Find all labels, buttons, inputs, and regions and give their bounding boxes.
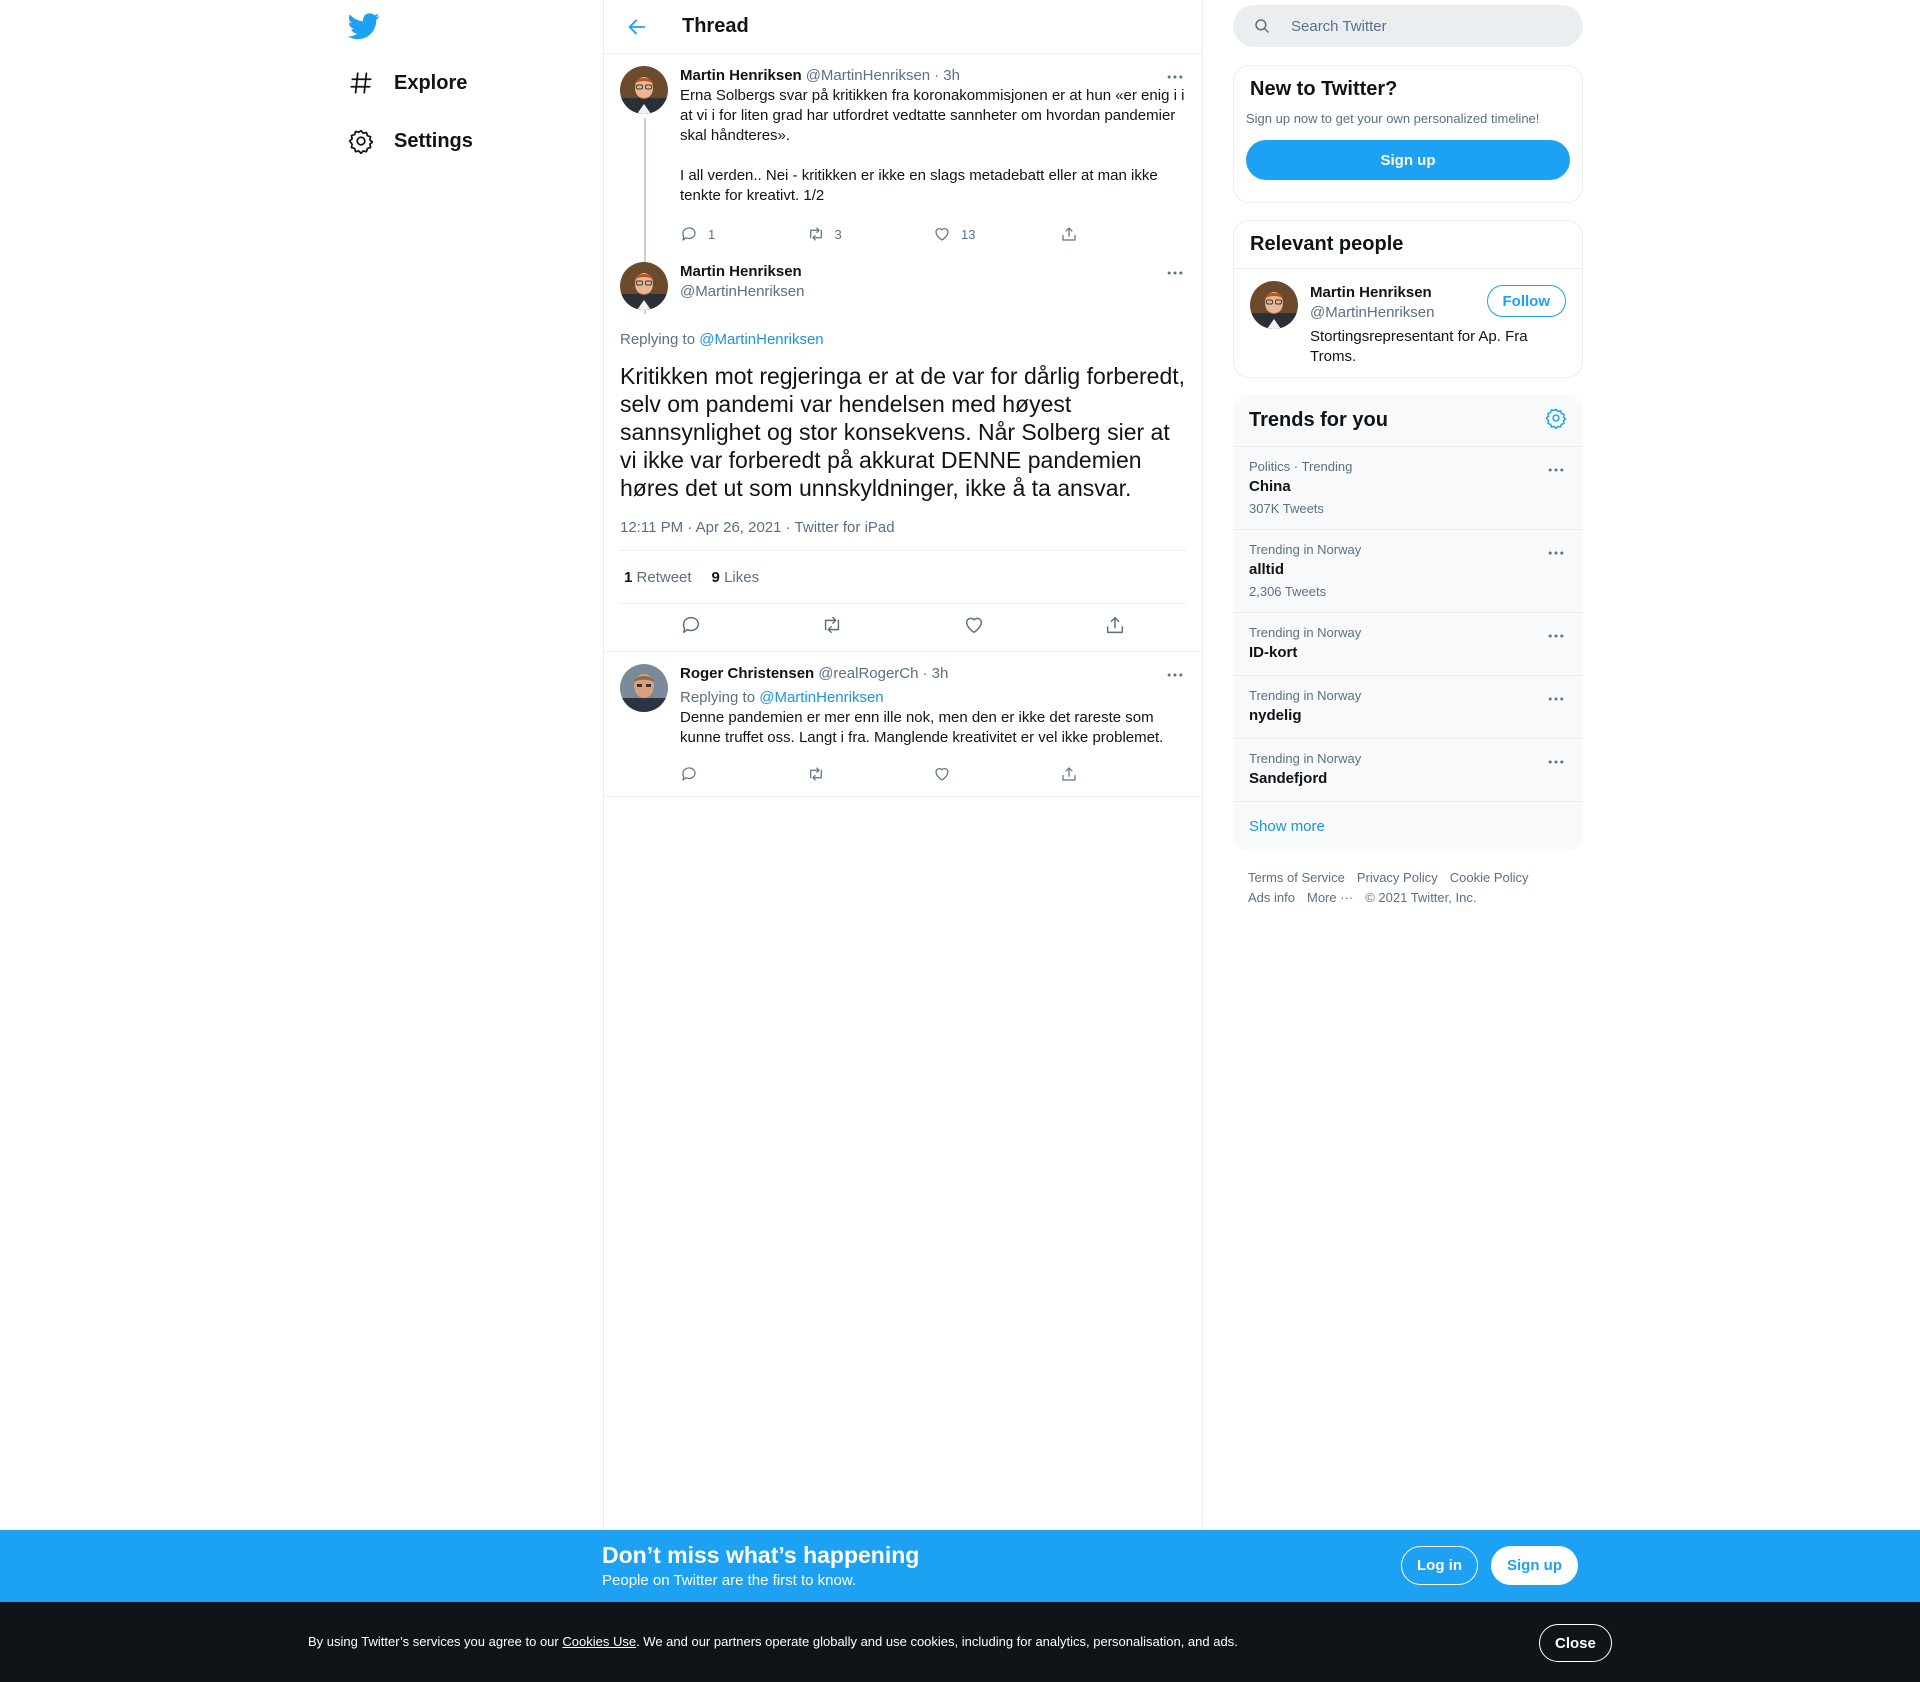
trend-name: Sandefjord [1249, 770, 1328, 787]
twitter-bird-icon[interactable] [348, 10, 380, 42]
search-box[interactable] [1233, 5, 1583, 47]
tweet-text: Denne pandemien er mer enn ille nok, men den er ikke det rareste som kunne truffet oss. Langt i fra. Manglende kreativitet er vel ikke problemet. [680, 709, 1164, 746]
relevant-people-title: Relevant people [1250, 233, 1404, 255]
like-button[interactable] [933, 225, 1060, 243]
tweet-time[interactable]: · 3h [934, 67, 960, 84]
reply-tweet[interactable] [604, 652, 1202, 797]
replying-prefix: Replying to [680, 689, 756, 706]
person-name[interactable]: Martin Henriksen [1310, 284, 1432, 301]
gear-icon [348, 128, 374, 154]
hashtag-icon [348, 70, 374, 96]
like-stat-label: Likes [724, 568, 760, 586]
trend-context: Trending in Norway [1249, 688, 1362, 703]
retweet-stat[interactable] [624, 569, 692, 586]
new-to-twitter-subtitle: Sign up now to get your own personalized timeline! [1246, 111, 1540, 126]
main-column [603, 0, 1203, 1530]
author-handle[interactable]: @MartinHenriksen [680, 283, 805, 300]
trend-context: Trending in Norway [1249, 751, 1362, 766]
heart-icon [933, 765, 951, 783]
thread-header [604, 0, 1202, 54]
banner-subtitle: People on Twitter are the first to know. [602, 1572, 857, 1589]
author-handle[interactable]: @realRogerCh [818, 665, 919, 682]
tweet-stats [620, 551, 1186, 604]
focus-tweet [604, 252, 1202, 652]
avatar[interactable] [1250, 281, 1298, 329]
login-button[interactable]: Log in [1401, 1546, 1478, 1585]
trends-card [1233, 395, 1583, 851]
tweet-text: Erna Solbergs svar på kritikken fra koronakommisjonen er at hun «er enig i i at vi i for liten grad har utfordret vedtatte sannheter om hvordan pandemier skal håndteres». I all verden.. Nei - kritikken er ikke en slags metadebatt eller at man ikke tenkte for kreativt. 1/2 [680, 87, 1185, 204]
reply-count: 1 [708, 226, 716, 242]
thread-tweet[interactable] [604, 54, 1202, 252]
author-name[interactable]: Martin Henriksen [680, 67, 802, 84]
reply-button[interactable] [680, 225, 807, 243]
focus-tweet-actions [604, 604, 1202, 652]
trend-item[interactable] [1233, 446, 1583, 529]
nav-settings[interactable] [348, 123, 473, 159]
share-button[interactable] [1060, 765, 1187, 783]
cookies-use-link[interactable]: Cookies Use [562, 1634, 637, 1649]
reply-icon [680, 225, 698, 243]
close-button[interactable]: Close [1539, 1624, 1612, 1662]
reply-button[interactable] [680, 765, 807, 783]
trend-item[interactable] [1233, 612, 1583, 675]
retweet-stat-count: 1 [624, 568, 633, 586]
retweet-button[interactable] [807, 225, 934, 243]
author-handle[interactable]: @MartinHenriksen [805, 67, 931, 84]
tweet-actions [680, 216, 1186, 252]
trend-name: alltid [1249, 561, 1285, 578]
more-options-icon[interactable] [1164, 262, 1186, 284]
trend-count: 2,306 Tweets [1249, 584, 1327, 599]
trend-name: ID-kort [1249, 644, 1298, 661]
relevant-people-card [1233, 220, 1583, 378]
copyright: © 2021 Twitter, Inc. [1365, 890, 1477, 905]
retweet-icon [807, 765, 825, 783]
more-options-icon[interactable] [1545, 625, 1567, 647]
more-link[interactable]: More ··· [1306, 890, 1354, 905]
like-count: 13 [961, 226, 976, 242]
retweet-count: 3 [834, 226, 842, 242]
search-icon [1253, 17, 1271, 35]
like-button[interactable] [933, 765, 1060, 783]
trends-title: Trends for you [1249, 409, 1388, 431]
page-title: Thread [682, 15, 749, 37]
new-to-twitter-card [1233, 65, 1583, 203]
cookie-banner [0, 1602, 1920, 1682]
more-options-icon[interactable] [1545, 542, 1567, 564]
banner-title: Don’t miss what’s happening [602, 1542, 920, 1568]
signup-button[interactable]: Sign up [1491, 1546, 1578, 1585]
like-stat-count: 9 [711, 568, 720, 586]
sidebar-signup-button[interactable]: Sign up [1246, 140, 1570, 180]
avatar[interactable] [620, 664, 668, 712]
tweet-actions [680, 756, 1186, 792]
trend-item[interactable] [1233, 738, 1583, 801]
replying-to [620, 330, 1186, 350]
more-options-icon[interactable] [1164, 664, 1186, 686]
terms-link[interactable]: Terms of Service [1248, 870, 1345, 885]
tweet-meta[interactable]: 12:11 PM · Apr 26, 2021 · Twitter for iPad [620, 518, 1186, 551]
footer-links [1248, 868, 1578, 908]
nav-explore[interactable] [348, 65, 467, 101]
trend-name: nydelig [1249, 707, 1302, 724]
cookie-policy-link[interactable]: Cookie Policy [1449, 870, 1529, 885]
trend-item[interactable] [1233, 529, 1583, 612]
retweet-icon[interactable] [821, 614, 843, 641]
cookie-text-after: . We and our partners operate globally and use cookies, including for analytics, personalisation, and ads. [636, 1634, 1238, 1649]
back-arrow-icon[interactable] [620, 10, 654, 44]
retweet-icon [807, 225, 825, 243]
avatar[interactable] [620, 262, 668, 310]
reply-icon[interactable] [680, 614, 702, 641]
heart-icon [933, 225, 951, 243]
more-options-icon[interactable] [1164, 66, 1186, 88]
tweet-time[interactable]: · 3h [922, 665, 949, 682]
replying-to-link[interactable]: @MartinHenriksen [759, 689, 884, 706]
new-to-twitter-title: New to Twitter? [1250, 78, 1398, 100]
trend-item[interactable] [1233, 675, 1583, 738]
replying-to-link[interactable]: @MartinHenriksen [699, 331, 824, 348]
trends-settings-gear-icon[interactable] [1545, 407, 1567, 434]
nav-explore-label: Explore [394, 71, 468, 94]
ads-info-link[interactable]: Ads info [1248, 890, 1295, 905]
share-button[interactable] [1060, 225, 1187, 243]
share-icon [1060, 225, 1078, 243]
trend-context: Trending in Norway [1249, 625, 1362, 640]
relevant-person[interactable] [1234, 268, 1582, 379]
share-icon[interactable] [1104, 614, 1126, 641]
replying-to [680, 688, 1186, 708]
more-options-icon[interactable] [1545, 688, 1567, 710]
show-more-link[interactable]: Show more [1233, 801, 1583, 851]
trend-context: Trending in Norway [1249, 542, 1362, 557]
signup-banner [0, 1530, 1920, 1602]
person-bio: Stortingsrepresentant for Ap. Fra Troms. [1310, 328, 1528, 365]
cookie-text-before: By using Twitter’s services you agree to our [308, 1634, 559, 1649]
heart-icon[interactable] [963, 614, 985, 641]
share-icon [1060, 765, 1078, 783]
like-stat[interactable] [712, 569, 760, 586]
search-input[interactable] [1291, 18, 1551, 35]
trend-count: 307K Tweets [1249, 501, 1324, 516]
cookie-text [308, 1634, 1238, 1649]
person-handle[interactable]: @MartinHenriksen [1310, 304, 1435, 321]
nav-settings-label: Settings [394, 129, 473, 152]
trend-name: China [1249, 478, 1291, 495]
more-options-icon[interactable] [1545, 751, 1567, 773]
follow-button[interactable]: Follow [1487, 285, 1567, 317]
trend-context: Politics · Trending [1249, 459, 1353, 474]
author-name[interactable]: Roger Christensen [680, 665, 815, 682]
tweet-text: Kritikken mot regjeringa er at de var for dårlig forberedt, selv om pandemi var hendelsen med høyest sannsynlighet og stor konsekvens. Når Solberg sier at vi ikke var forberedt på akkurat DENNE pandemien høres det ut som unnskyldninger, ikke å ta ansvar. [620, 363, 1186, 501]
more-options-icon[interactable] [1545, 459, 1567, 481]
replying-prefix: Replying to [620, 331, 696, 348]
reply-icon [680, 765, 698, 783]
privacy-link[interactable]: Privacy Policy [1356, 870, 1438, 885]
author-name[interactable]: Martin Henriksen [680, 263, 802, 280]
avatar[interactable] [620, 66, 668, 114]
retweet-stat-label: Retweet [636, 568, 692, 586]
retweet-button[interactable] [807, 765, 934, 783]
